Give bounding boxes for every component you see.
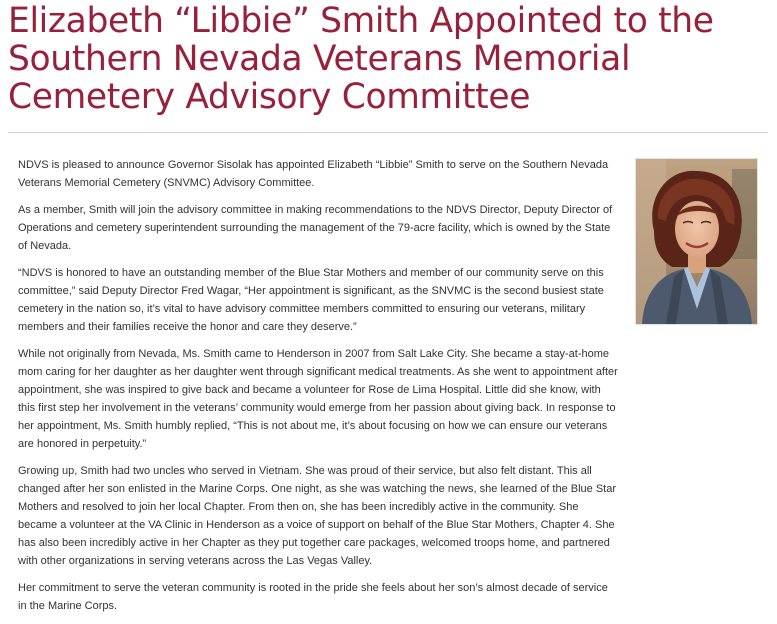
portrait-photo [635,158,758,325]
article-title: Elizabeth “Libbie” Smith Appointed to the Southern Nevada Veterans Memorial Cemetery Advisory Committee [8,1,714,117]
title-divider [8,132,768,133]
portrait-illustration [636,159,757,324]
paragraph-2: As a member, Smith will join the advisory committee in making recommendations to the NDVS Director, Deputy Director of Operations and cemetery superintendent surrounding the management of the 79-acre facility, which is owned by the State of Nevada. [18,204,613,252]
paragraph-5: Growing up, Smith had two uncles who served in Vietnam. She was proud of their service, but also felt distant. This all changed after her son enlisted in the Marine Corps. One night, as she was watching the news, she learned of the Blue Star Mothers and resolved to join her local Chapter. From then on, she has been incredibly active in the community. She became a volunteer at the VA Clinic in Henderson as a voice of support on behalf of the Blue Star Mothers, Chapter 4. She has also been incredibly active in her Chapter as they put together care packages, welcomed troops home, and partnered with other organizations in serving veterans across the Las Vegas Valley. [18,465,617,567]
paragraph-6: Her commitment to serve the veteran community is rooted in the pride she feels about her son’s almost decade of service in the Marine Corps. [18,582,608,612]
paragraph-3: “NDVS is honored to have an outstanding member of the Blue Star Mothers and member of our community serve on this committee,” said Deputy Director Fred Wagar, “Her appointment is significant, as the SNVMC is the second busiest state cemetery in the nation so, it’s vital to have advisory committee members committed to ensuring our veterans, military members and their families receive the honor and care they deserve.” [18,267,604,333]
paragraph-1: NDVS is pleased to announce Governor Sisolak has appointed Elizabeth “Libbie” Smith to serve on the Southern Nevada Veterans Memorial Cemetery (SNVMC) Advisory Committee. [18,159,609,189]
paragraph-4: While not originally from Nevada, Ms. Smith came to Henderson in 2007 from Salt Lake City. She became a stay-at-home mom caring for her daughter as her daughter went through significant medical treatments. As she went to appointment after appointment, she was inspired to give back and became a volunteer for Rose de Lima Hospital. Little did she know, with this first step her involvement in the veterans’ community would emerge from her passion about giving back. In response to her appointment, Ms. Smith humbly replied, “This is not about me, it’s about focusing on how we can ensure our veterans are honored in perpetuity.” [18,348,618,450]
article-body [18,156,618,624]
